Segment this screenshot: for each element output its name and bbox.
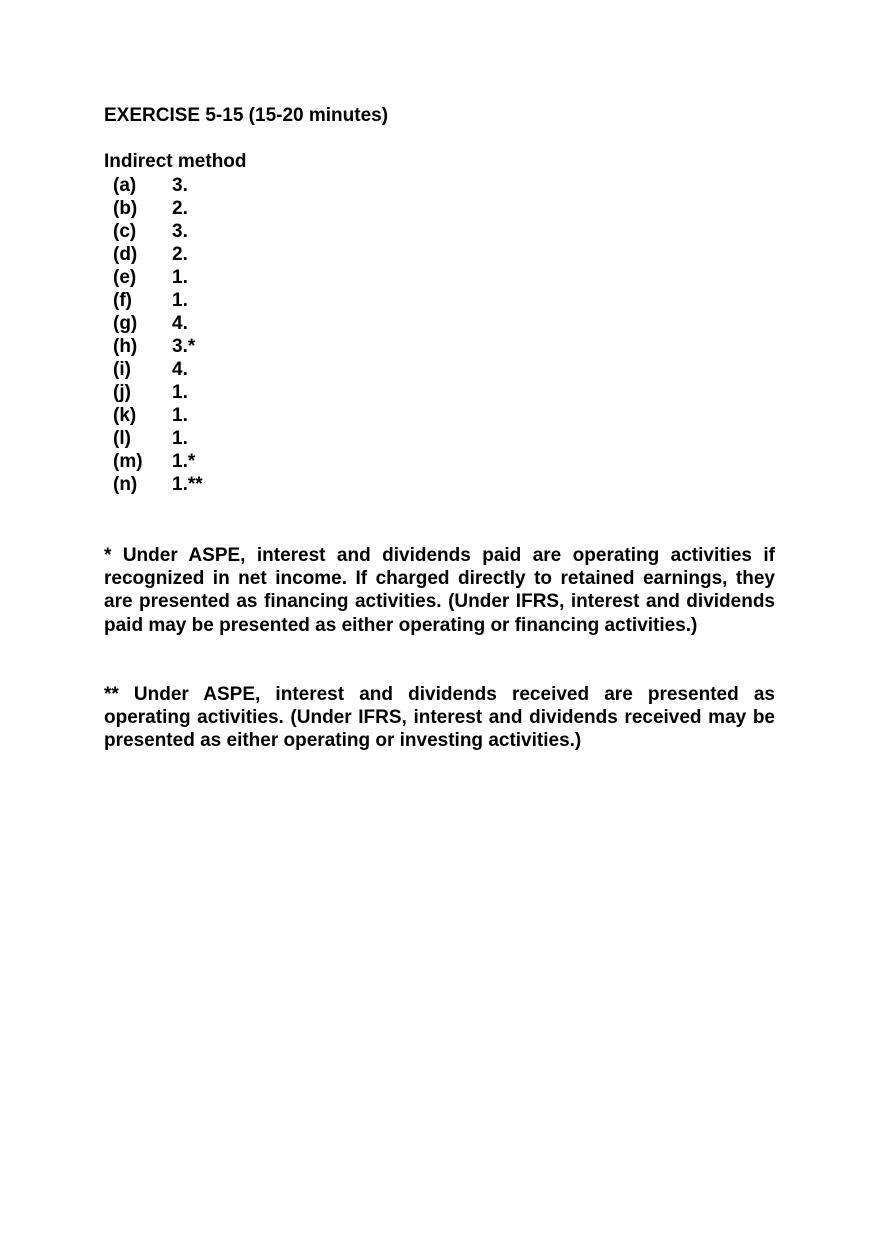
- answer-row-m: [113, 450, 203, 473]
- answer-value: 1.: [172, 382, 188, 403]
- answer-row-e: [113, 266, 203, 289]
- answer-value: 3.: [172, 221, 188, 242]
- answer-value: 1.*: [172, 451, 196, 472]
- answer-letter: (a): [113, 175, 137, 196]
- answer-list: [113, 174, 203, 496]
- section-heading: Indirect method: [104, 151, 247, 172]
- answer-letter: (j): [113, 382, 131, 403]
- exercise-title: EXERCISE 5-15 (15-20 minutes): [104, 105, 389, 126]
- answer-row-a: [113, 174, 203, 197]
- answer-value: 4.: [172, 359, 188, 380]
- footnote-single-asterisk: * Under ASPE, interest and dividends paid are operating activities if recognized in net income. If charged directly to retained earnings, they are presented as financing activities. (Under IFRS, interest and dividends paid may be presented as either operating or financing activities.): [104, 545, 775, 636]
- answer-row-b: [113, 197, 203, 220]
- answer-row-k: [113, 404, 203, 427]
- answer-letter: (e): [113, 267, 137, 288]
- answer-letter: (d): [113, 244, 138, 265]
- answer-letter: (k): [113, 405, 137, 426]
- answer-letter: (b): [113, 198, 138, 219]
- answer-letter: (l): [113, 428, 131, 449]
- answer-value: 3.*: [172, 336, 196, 357]
- answer-value: 1.: [172, 290, 188, 311]
- answer-value: 1.: [172, 405, 188, 426]
- answer-value: 1.: [172, 267, 188, 288]
- answer-value: 1.**: [172, 474, 203, 495]
- answer-letter: (h): [113, 336, 138, 357]
- answer-letter: (i): [113, 359, 131, 380]
- answer-value: 4.: [172, 313, 188, 334]
- answer-row-h: [113, 335, 203, 358]
- answer-letter: (g): [113, 313, 138, 334]
- answer-letter: (f): [113, 290, 132, 311]
- answer-row-f: [113, 289, 203, 312]
- answer-row-g: [113, 312, 203, 335]
- answer-value: 2.: [172, 198, 188, 219]
- answer-row-j: [113, 381, 203, 404]
- answer-letter: (m): [113, 451, 143, 472]
- answer-value: 1.: [172, 428, 188, 449]
- answer-value: 3.: [172, 175, 188, 196]
- answer-row-c: [113, 220, 203, 243]
- answer-value: 2.: [172, 244, 188, 265]
- answer-row-i: [113, 358, 203, 381]
- answer-row-d: [113, 243, 203, 266]
- answer-row-l: [113, 427, 203, 450]
- answer-row-n: [113, 473, 203, 496]
- answer-letter: (c): [113, 221, 137, 242]
- footnote-double-asterisk: ** Under ASPE, interest and dividends received are presented as operating activities. (Under IFRS, interest and dividends received may be presented as either operating or investing activities.): [104, 684, 775, 752]
- answer-letter: (n): [113, 474, 138, 495]
